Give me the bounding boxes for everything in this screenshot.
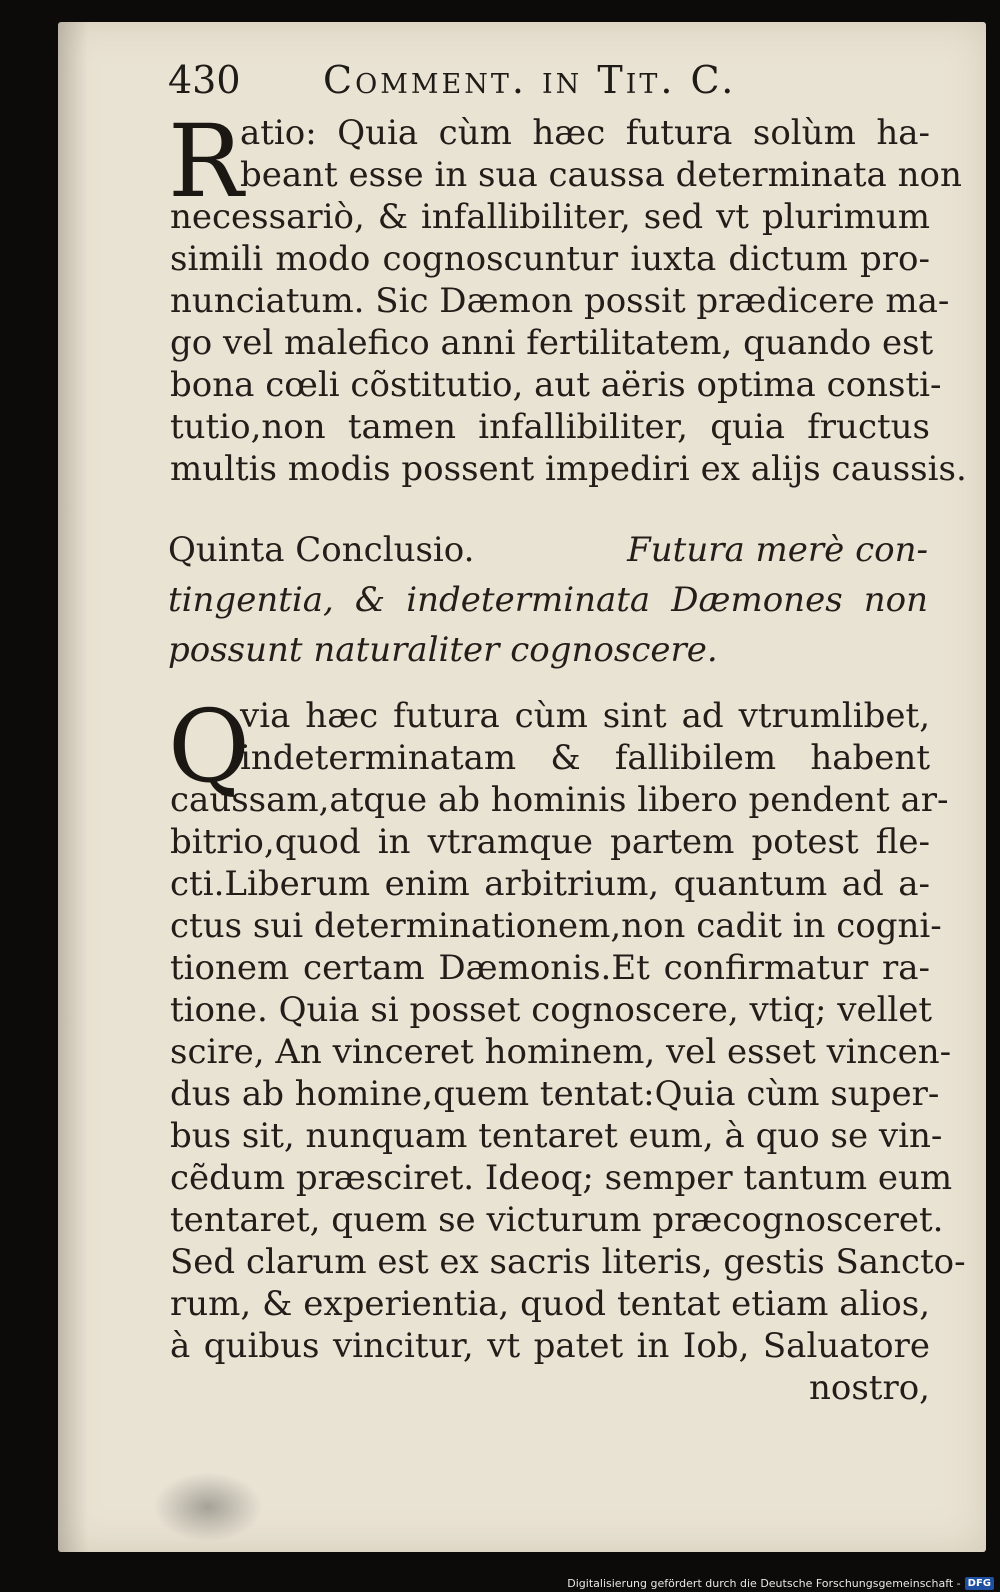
text-line: cẽdum præsciret. Ideoq; semper tantum eum	[170, 1158, 953, 1198]
text-line: nunciatum. Sic Dæmon possit prædicere ma-	[170, 281, 950, 321]
paragraph-quia	[168, 688, 966, 1409]
running-head: Comment. in Tit. C.	[323, 58, 737, 102]
text-line: dus ab homine,quem tentat:Quia cùm super-	[170, 1074, 940, 1114]
text-line: bona cœli cõstitutio, aut aëris optima consti-	[170, 365, 942, 405]
text-line: tionem certam Dæmonis.Et confirmatur ra-	[170, 948, 930, 988]
conclusion-heading	[168, 525, 928, 675]
text-line: multis modis possent impediri ex alijs caussis.	[170, 449, 967, 489]
text-line: rum, & experientia, quod tentat etiam alios,	[170, 1284, 930, 1324]
text-line: go vel malefico anni fertilitatem, quando est	[170, 323, 934, 363]
text-line: cti.Liberum enim arbitrium, quantum ad a-	[170, 864, 930, 904]
text-line: beant esse in sua caussa determinata non	[240, 155, 962, 195]
paragraph-ratio	[168, 103, 967, 490]
text-line: scire, An vinceret hominem, vel esset vincen-	[170, 1032, 952, 1072]
text-line: necessariò, & infallibiliter, sed vt plurimum	[170, 197, 930, 237]
drop-capital: Q	[168, 688, 250, 805]
text-line: indeterminatam & fallibilem habent	[240, 738, 930, 778]
conclusion-text: tingentia, & indeterminata Dæmones non	[168, 580, 928, 620]
page-number: 430	[168, 58, 241, 102]
credit-text: Digitalisierung gefördert durch die Deutsche Forschungsgemeinschaft -	[567, 1577, 961, 1590]
text-line: Sed clarum est ex sacris literis, gestis Sancto-	[170, 1242, 966, 1282]
text-line: bitrio,quod in vtramque partem potest fle-	[170, 822, 930, 862]
ink-stain	[153, 1472, 263, 1542]
conclusion-text: possunt naturaliter cognoscere.	[168, 630, 718, 670]
conclusion-text: Futura merè con-	[627, 530, 928, 570]
text-line: caussam,atque ab hominis libero pendent ar-	[170, 780, 949, 820]
text-line: tutio,non tamen infallibiliter, quia fructus	[170, 407, 930, 447]
text-line: bus sit, nunquam tentaret eum, à quo se vin-	[170, 1116, 943, 1156]
dfg-logo: DFG	[965, 1577, 994, 1590]
text-line: atio: Quia cùm hæc futura solùm ha-	[240, 113, 930, 153]
text-line: tentaret, quem se victurum præcognosceret.	[170, 1200, 944, 1240]
text-line: tione. Quia si posset cognoscere, vtiq; vellet	[170, 990, 933, 1030]
digitization-credit	[567, 1577, 994, 1590]
text-line: ctus sui determinationem,non cadit in cogni-	[170, 906, 942, 946]
catchword: nostro,	[808, 1368, 930, 1408]
drop-capital: R	[168, 103, 244, 220]
text-line: via hæc futura cùm sint ad vtrumlibet,	[240, 696, 930, 736]
page-header	[168, 58, 808, 108]
text-line: simili modo cognoscuntur iuxta dictum pro-	[170, 239, 930, 279]
text-line: à quibus vincitur, vt patet in Iob, Saluatore	[170, 1326, 930, 1366]
conclusion-label: Quinta Conclusio.	[168, 530, 475, 570]
